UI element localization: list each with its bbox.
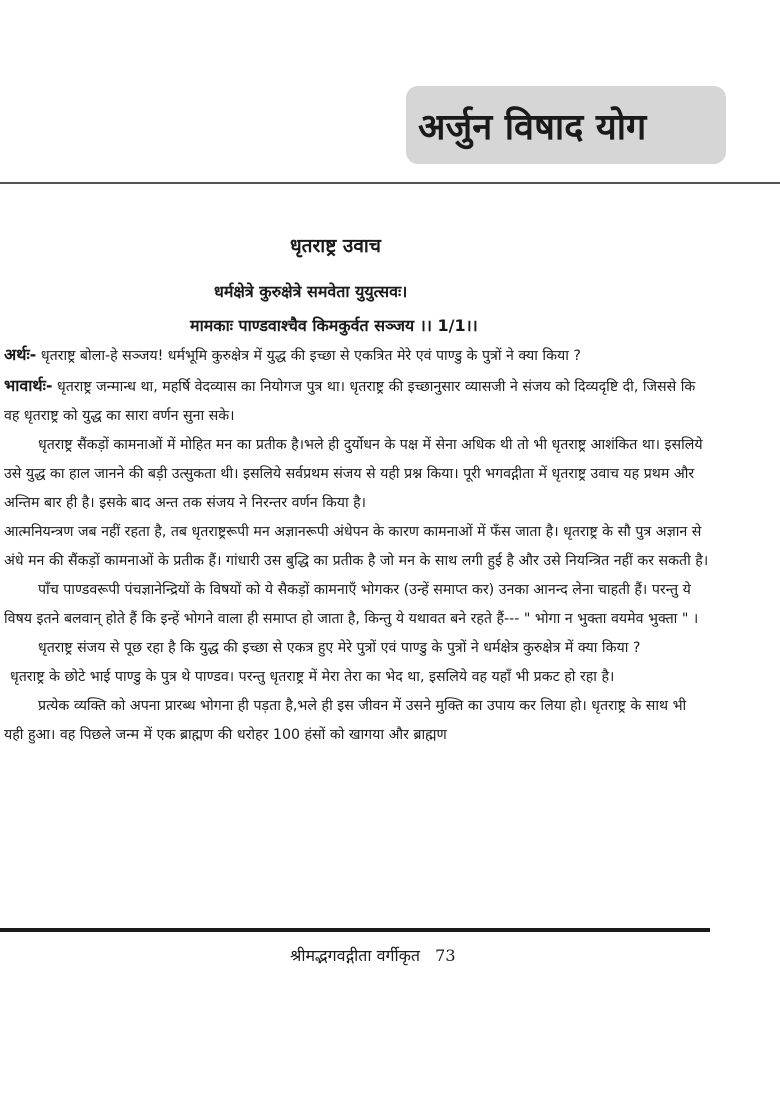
book-title: श्रीमद्भगवद्गीता वर्गीकृत (290, 946, 421, 965)
paragraph: धृतराष्ट्र संजय से पूछ रहा है कि युद्ध की इच्छा से एकत्र हुए मेरे पुत्रों एवं पाण्डु के पुत्रों ने धर्मक्षेत्र कुरुक्षेत्र में क्या किया ? (38, 640, 641, 656)
chapter-banner (406, 86, 726, 164)
page-footer (290, 944, 456, 966)
paragraph: धृतराष्ट्र सैंकड़ों कामनाओं में मोहित मन का प्रतीक है।भले ही दुर्योधन के पक्ष में सेना अधिक थी तो भी धृतराष्ट्र आशंकित था। इसलिये उसे युद्ध का हाल जानने की बड़ी उत्सुकता थी। इसलिये सर्वप्रथम संजय से यही प्रश्न किया। पूरी भगवद्गीता में धृतराष्ट्र उवाच यह प्रथम और अन्तिम बार ही है। इसके बाद अन्त तक संजय ने निरन्तर वर्णन किया है। (4, 437, 703, 511)
meaning-text: धृतराष्ट्र बोला-हे सञ्जय! धर्मभूमि कुरुक्षेत्र में युद्ध की इच्छा से एकत्रित मेरे एवं पाण्डु के पुत्रों ने क्या किया ? (36, 348, 581, 364)
verse-line-2: मामकाः पाण्डवाश्चैव किमकुर्वत सञ्जय ।। 1/1।। (190, 316, 478, 335)
footer-divider (0, 928, 710, 932)
paragraph: प्रत्येक व्यक्ति को अपना प्रारब्ध भोगना ही पड़ता है,भले ही इस जीवन में उसने मुक्ति का उपाय कर लिया हो। धृतराष्ट्र के साथ भी यही हुआ। वह पिछले जन्म में एक ब्राह्मण की धरोहर 100 हंसों को खागया और ब्राह्मण (4, 698, 687, 743)
header-divider (0, 182, 780, 184)
page-number: 73 (435, 946, 456, 965)
paragraph: आत्मनियन्त्रण जब नहीं रहता है, तब धृतराष्ट्ररूपी मन अज्ञानरूपी अंधेपन के कारण कामनाओं में फँस जाता है। धृतराष्ट्र के सौ पुत्र अज्ञान से अंधे मन की सैंकड़ों कामनाओं के प्रतीक हैं। गांधारी उस बुद्धि का प्रतीक है जो मन के साथ लगी हुई है और उसे नियन्त्रित नहीं कर सकती है। (4, 524, 709, 569)
commentary-label: भावार्थः- (4, 376, 53, 395)
paragraph: धृतराष्ट्र के छोटे भाई पाण्डु के पुत्र थे पाण्डव। परन्तु धृतराष्ट्र में मेरा तेरा का भेद था, इसलिये वह यहाँ भी प्रकट हो रहा है। (10, 669, 615, 685)
meaning-paragraph (4, 340, 710, 371)
section-heading: धृतराष्ट्र उवाच (290, 235, 381, 257)
verse-line-1: धर्मक्षेत्रे कुरुक्षेत्रे समवेता युयुत्सवः। (214, 282, 408, 301)
commentary-paragraph (4, 371, 710, 431)
commentary-text: धृतराष्ट्र जन्मान्ध था, महर्षि वेदव्यास का नियोगज पुत्र था। धृतराष्ट्र की इच्छानुसार व्यासजी ने संजय को दिव्यदृष्टि दी, जिससे कि वह धृतराष्ट्र को युद्ध का सारा वर्णन सुना सके। (4, 379, 696, 424)
body-text (4, 340, 710, 750)
meaning-label: अर्थः- (4, 345, 37, 364)
paragraph: पाँच पाण्डवरूपी पंचज्ञानेन्द्रियों के विषयों को ये सैकड़ों कामनाएँ भोगकर (उन्हें समाप्त कर) उनका आनन्द लेना चाहती हैं। परन्तु ये विषय इतने बलवान् होते हैं कि इन्हें भोगने वाला ही समाप्त हो जाता है, किन्तु ये यथावत बने रहते हैं--- " भोगा न भुक्ता वयमेव भुक्ता " । (4, 582, 699, 627)
chapter-title: अर्जुन विषाद योग (418, 106, 647, 148)
